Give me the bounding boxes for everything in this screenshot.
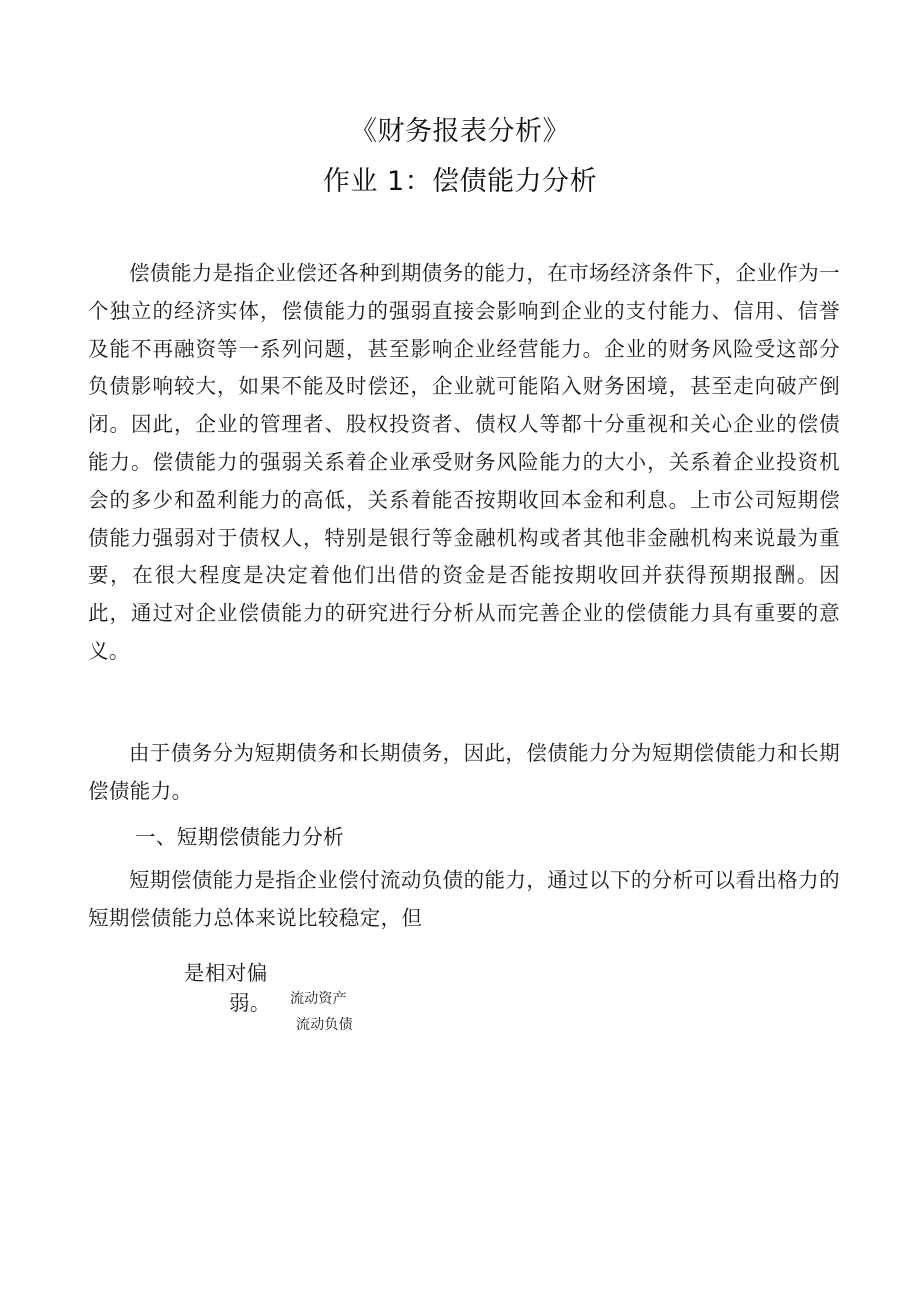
title-main: 《财务报表分析》 [350, 116, 570, 147]
text-fragment-1: 是相对偏 [184, 961, 268, 985]
formula-denominator: 流动负债 [296, 1017, 353, 1033]
formula-numerator: 流动资产 [290, 991, 347, 1007]
body-paragraph-1: 偿债能力是指企业偿还各种到期债务的能力，在市场经济条件下，企业作为一个独立的经济实体，偿债能力的强弱直接会影响到企业的支付能力、信用、信誉及能不再融资等一系列问题，甚至影响企业经营能力。企业的财务风险受这部分负债影响较大，如果不能及时偿还，企业就可能陷入财务困境，甚至走向破产倒闭。因此，企业的管理者、股权投资者、债权人等都十分重视和关心企业的偿债能力。偿债能力的强弱关系着企业承受财务风险能力的大小，关系着企业投资机会的多少和盈利能力的高低，关系着能否按期收回本金和利息。上市公司短期偿债能力强弱对于债权人，特别是银行等金融机构或者其他非金融机构来说最为重要，在很大程度是决定着他们出借的资金是否能按期收回并获得预期报酬。因此，通过对企业偿债能力的研究进行分析从而完善企业的偿债能力具有重要的意义。 [88, 261, 840, 663]
body-paragraph-2: 由于债务分为短期债务和长期债务，因此，偿债能力分为短期偿债能力和长期偿债能力。 [88, 741, 840, 803]
body-paragraph-3: 短期偿债能力是指企业偿付流动负债的能力，通过以下的分析可以看出格力的短期偿债能力总体来说比较稳定，但 [88, 868, 840, 930]
text-fragment-2: 弱。 [229, 991, 271, 1015]
section-heading: 一、短期偿债能力分析 [135, 825, 344, 849]
title-subtitle: 作业 1：偿债能力分析 [322, 166, 598, 197]
